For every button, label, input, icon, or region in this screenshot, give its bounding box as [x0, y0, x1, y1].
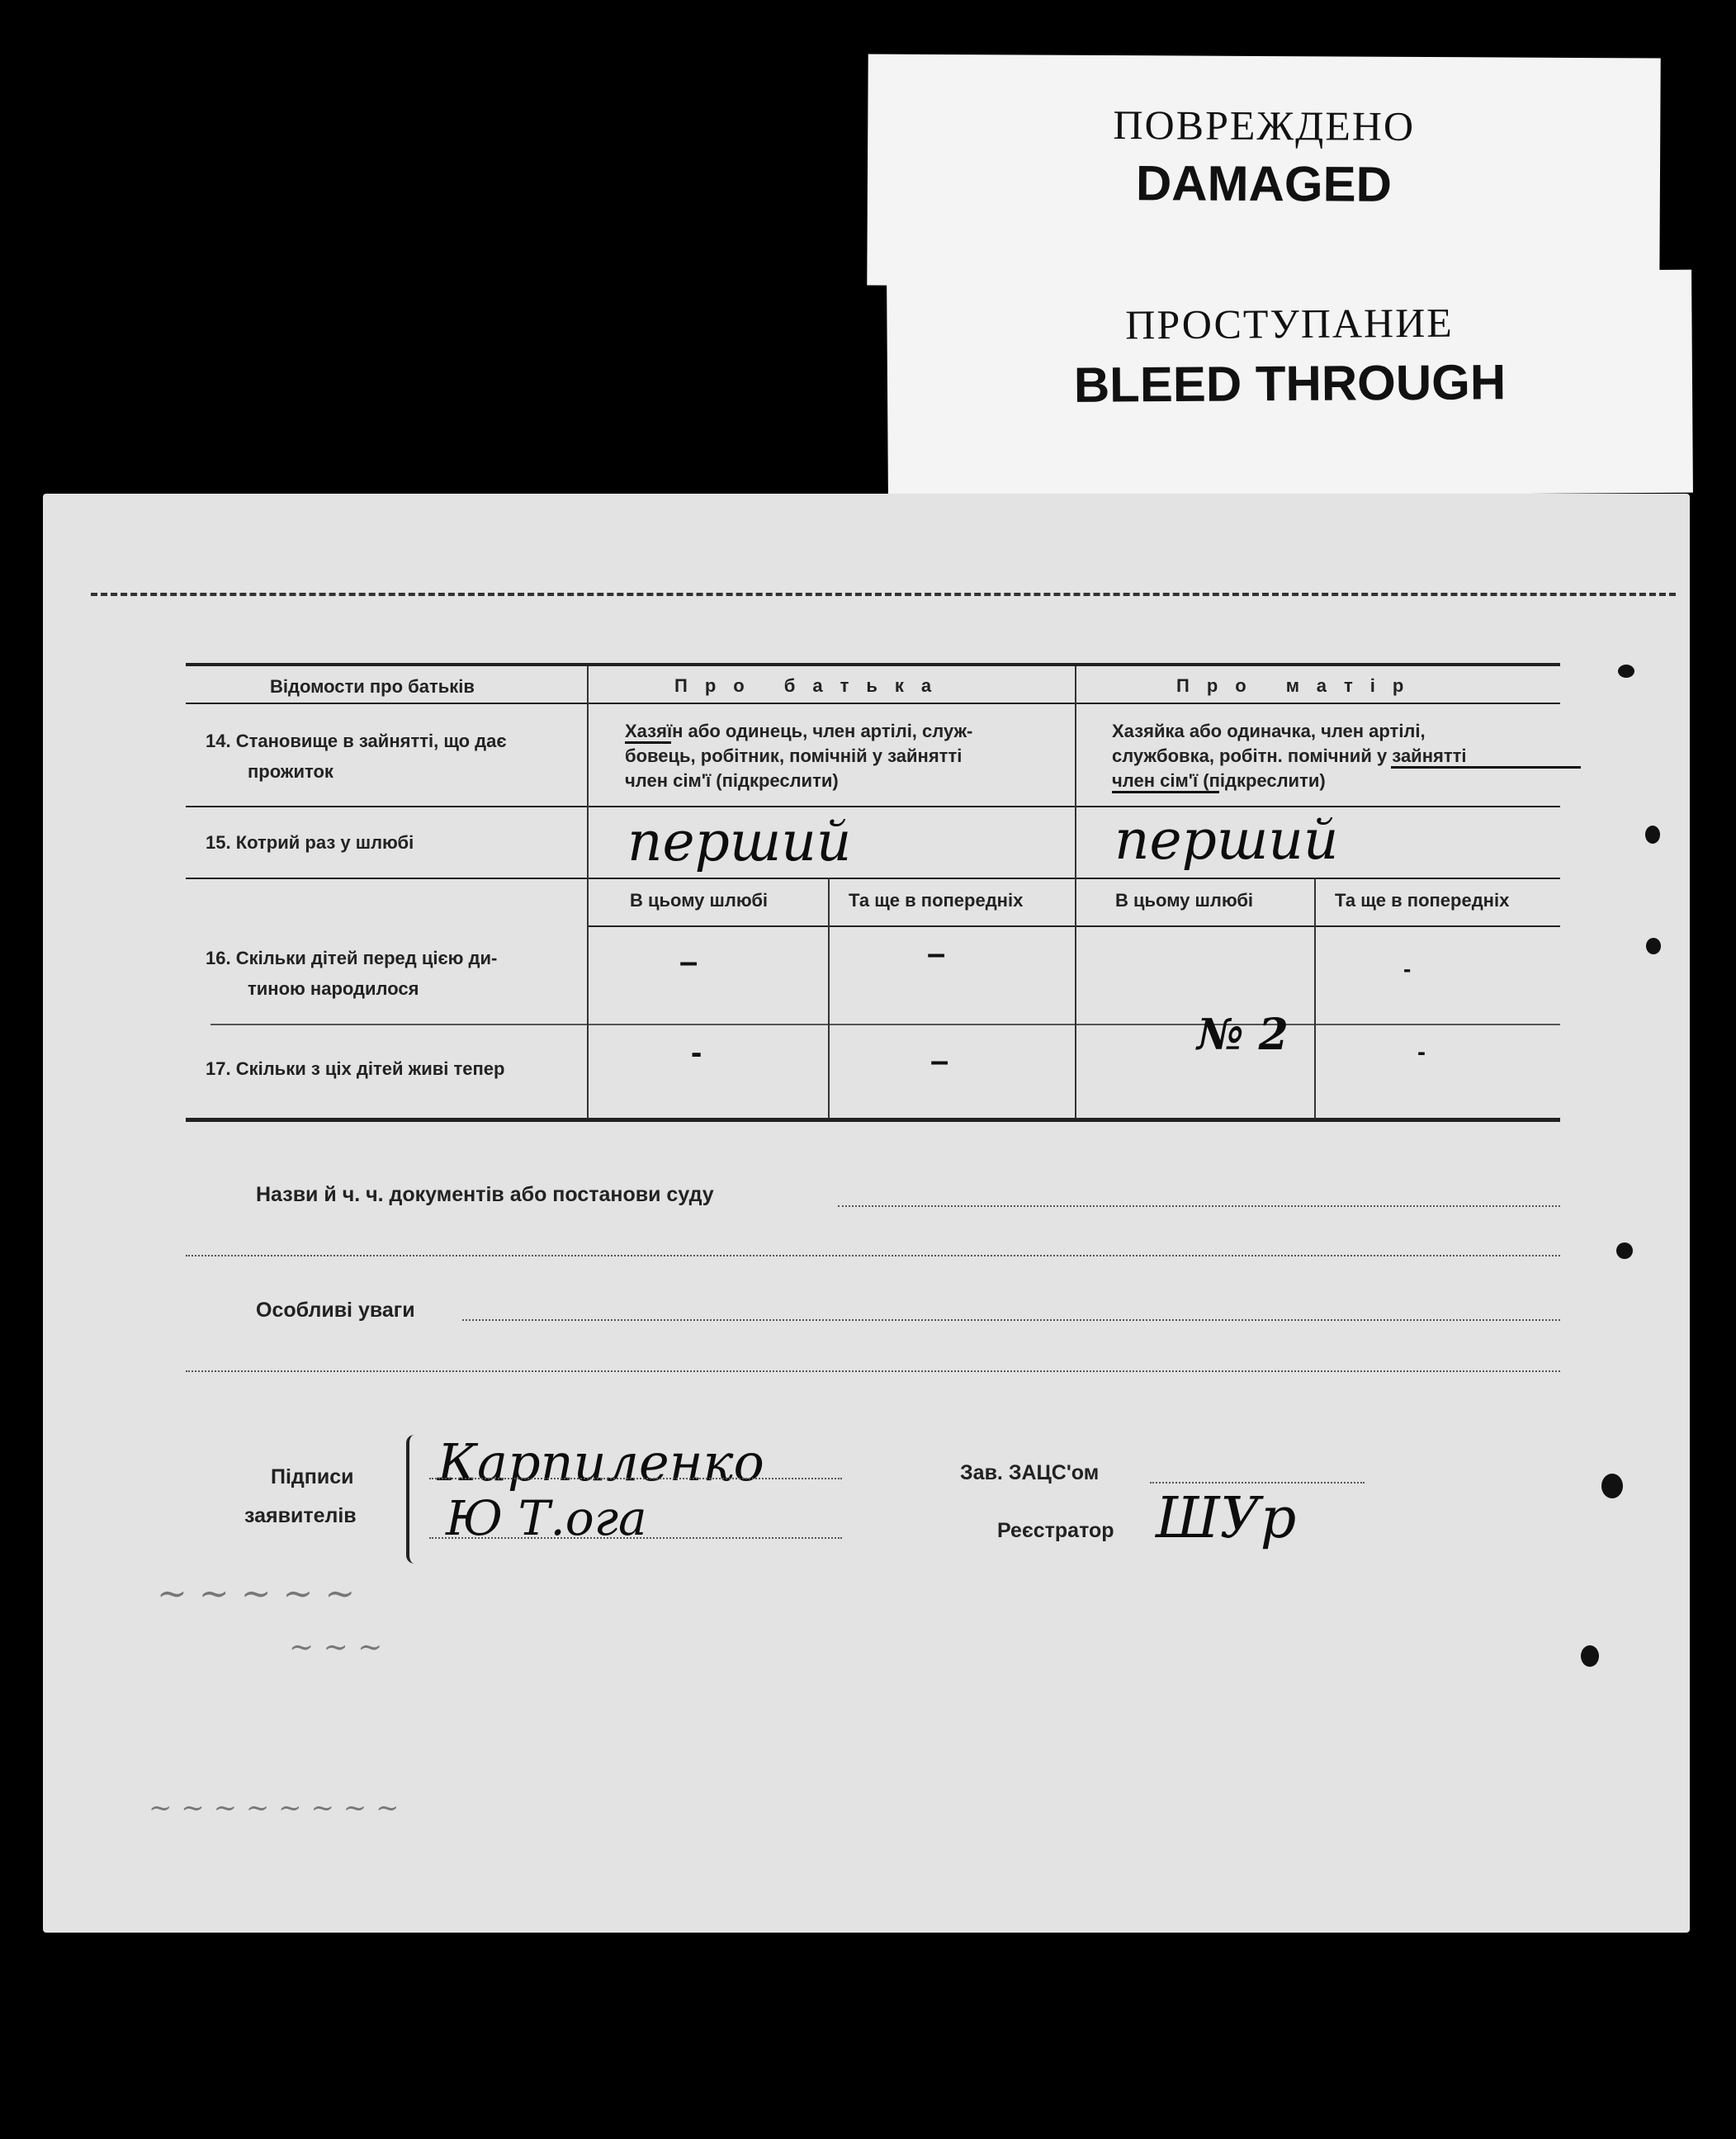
applicant-signature-1: Карпиленко — [438, 1432, 764, 1493]
subheader-mother-this: В цьому шлюбі — [1115, 890, 1254, 911]
applicant-signature-line-1 — [429, 1478, 842, 1479]
row14-mother-line2: службовка, робітн. помічний у зайнятті — [1112, 745, 1467, 766]
row16-label-line2: тиною народилося — [248, 978, 419, 999]
row14-mother-line1: Хазяйка або одиначка, член артілі, — [1112, 721, 1426, 741]
bleed-through-label-en: BLEED THROUGH — [1073, 354, 1507, 413]
registrar-label: Реєстратор — [997, 1519, 1114, 1542]
row14-mother-line3: член сім'ї (підкреслити) — [1112, 770, 1326, 791]
subheader-mother-prev: Та ще в попередніх — [1335, 890, 1510, 911]
mother-underline-pomichnyi — [1391, 766, 1581, 769]
documents-line-2 — [186, 1255, 1560, 1256]
header-mother: Про матір — [1176, 675, 1421, 696]
row17-mother-prev: - — [1417, 1039, 1426, 1066]
father-underline-khazyain — [625, 741, 671, 744]
documents-line — [838, 1205, 1560, 1207]
punch-hole — [1618, 665, 1634, 678]
punch-hole — [1601, 1474, 1623, 1498]
punch-hole — [1581, 1645, 1599, 1667]
parents-info-table — [186, 663, 1560, 1121]
special-notes-line — [462, 1319, 1560, 1321]
row15-label: 15. Котрий раз у шлюбі — [206, 832, 414, 853]
applicant-signature-2: Ю Т.ога — [446, 1490, 647, 1546]
row17-father-prev: – — [930, 1043, 949, 1079]
signatures-brace — [406, 1435, 421, 1564]
special-notes-line-2 — [186, 1370, 1560, 1372]
zags-head-label: Зав. ЗАЦС'ом — [960, 1461, 1100, 1484]
perforation-line — [91, 593, 1676, 596]
row14-father-line3: член сім'ї (підкреслити) — [625, 770, 839, 791]
damaged-label-en: DAMAGED — [1135, 155, 1393, 212]
row16-father-prev: – — [927, 935, 946, 972]
row16-label-line1: 16. Скільки дітей перед цією ди- — [206, 948, 498, 968]
row14-father-line2: бовець, робітник, помічній у зайнятті — [625, 745, 963, 766]
pencil-marks: ~ ~ ~ ~ ~ — [157, 1573, 356, 1615]
row14-label-line1: 14. Становище в зайнятті, що дає — [206, 731, 507, 751]
bleed-through-label-card — [887, 270, 1693, 499]
applicant-signature-line-2 — [429, 1537, 842, 1539]
signatures-label-line2: заявителів — [244, 1504, 357, 1527]
mother-underline-chlen-simi — [1112, 791, 1219, 793]
special-notes-label: Особливі уваги — [256, 1299, 415, 1322]
punch-hole — [1645, 826, 1660, 844]
zags-head-line — [1150, 1482, 1365, 1484]
header-parents-info: Відомости про батьків — [270, 676, 475, 697]
row17-label: 17. Скільки з ціх дітей живі тепер — [206, 1058, 505, 1079]
pencil-marks: ~ ~ ~ ~ ~ ~ ~ ~ — [149, 1791, 400, 1824]
signatures-label-line1: Підписи — [271, 1465, 354, 1488]
subheader-father-this: В цьому шлюбі — [630, 890, 769, 911]
punch-hole — [1646, 938, 1661, 954]
row17-mother-this: № 2 — [1197, 1010, 1289, 1060]
row14-father-line1: Хазяїн або одинець, член артілі, служ- — [625, 721, 973, 741]
row16-father-this: – — [679, 944, 698, 980]
row17-father-this: - — [691, 1034, 702, 1071]
damaged-label-ru: ПОВРЕЖДЕНО — [1113, 102, 1416, 149]
row15-mother-value: перший — [1114, 808, 1339, 872]
punch-hole — [1616, 1242, 1633, 1259]
header-father: Про батька — [674, 675, 949, 696]
row16-mother-prev: - — [1403, 956, 1412, 982]
subheader-father-prev: Та ще в попередніх — [849, 890, 1024, 911]
row15-father-value: перший — [627, 810, 852, 873]
documents-label: Назви й ч. ч. документів або постанови суду — [256, 1183, 714, 1206]
damaged-label-card — [867, 54, 1660, 289]
pencil-marks: ~ ~ ~ — [289, 1630, 383, 1664]
bleed-through-label-ru: ПРОСТУПАНИЕ — [1125, 299, 1454, 348]
registrar-signature: ШУр — [1156, 1486, 1297, 1551]
row14-label-line2: прожиток — [248, 761, 333, 782]
